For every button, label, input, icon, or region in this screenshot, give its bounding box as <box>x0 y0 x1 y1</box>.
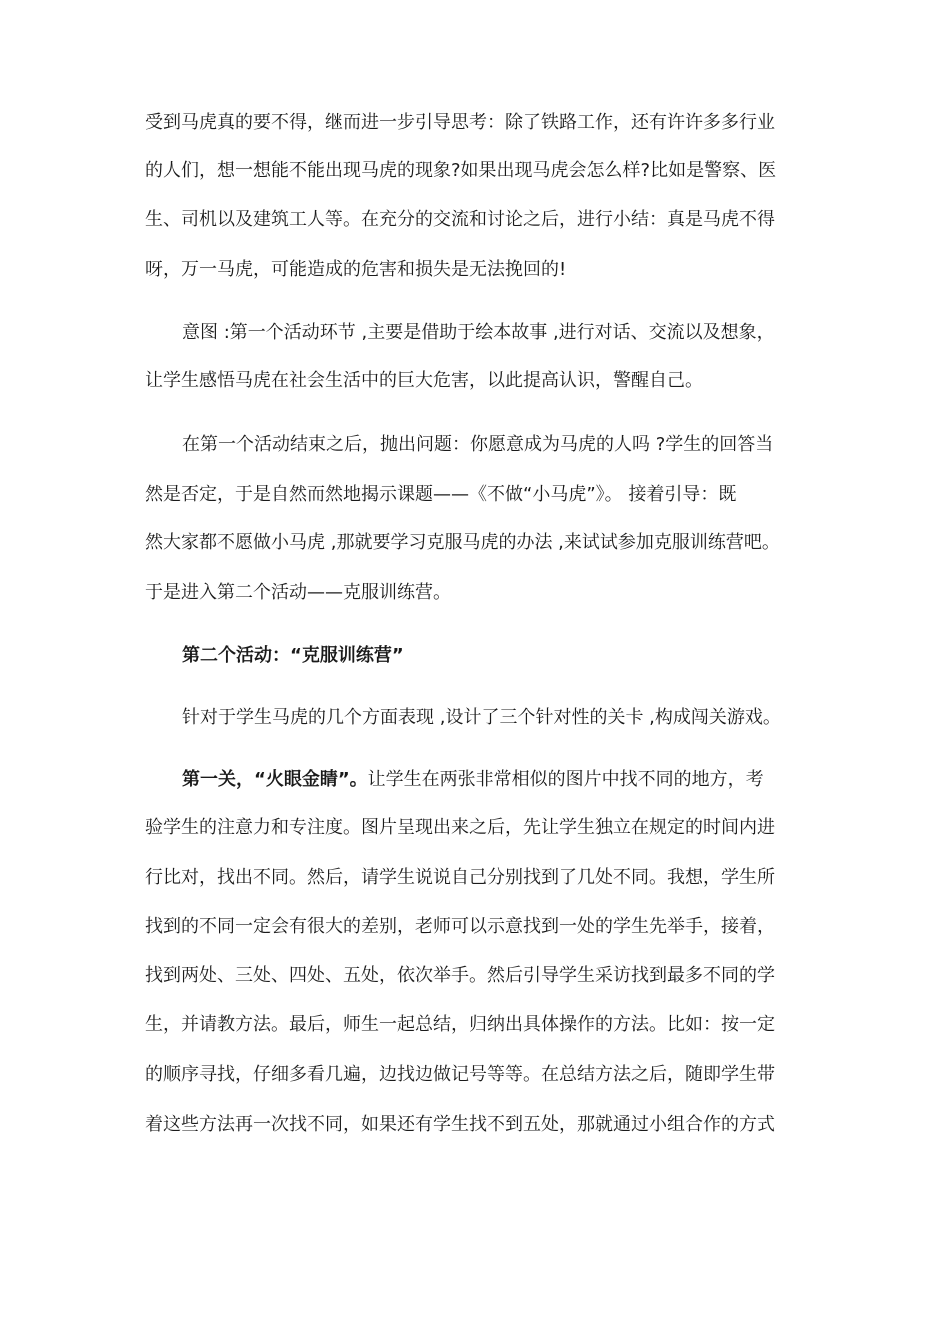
text-line: 找到的不同一定会有很大的差别，老师可以示意找到一处的学生先举手，接着， <box>145 916 775 937</box>
text-line: 找到两处、三处、四处、五处，依次举手。然后引导学生采访找到最多不同的学 <box>145 965 775 986</box>
section-heading: 第二个活动：“克服训练营” <box>182 645 404 666</box>
text-line: 在第一个活动结束之后，抛出问题：你愿意成为马虎的人吗 ?学生的回答当 <box>182 434 774 455</box>
text-line: 生、司机以及建筑工人等。在充分的交流和讨论之后，进行小结：真是马虎不得 <box>145 209 775 230</box>
text-line: 然是否定，于是自然而然地揭示课题——《不做“小马虎”》。 接着引导：既 <box>145 484 737 505</box>
text-line: 受到马虎真的要不得，继而进一步引导思考：除了铁路工作，还有许许多多行业 <box>145 112 775 133</box>
text-span: 让学生在两张非常相似的图片中找不同的地方，考 <box>367 769 764 790</box>
level-one-title: 第一关，“火眼金睛”。 <box>182 769 368 790</box>
text-line: 的顺序寻找，仔细多看几遍，边找边做记号等等。在总结方法之后，随即学生带 <box>145 1064 775 1085</box>
text-line: 让学生感悟马虎在社会生活中的巨大危害，以此提高认识，警醒自己。 <box>145 370 703 391</box>
text-line <box>182 767 825 793</box>
text-line: 于是进入第二个活动——克服训练营。 <box>145 582 451 603</box>
text-line: 行比对，找出不同。然后，请学生说说自己分别找到了几处不同。我想，学生所 <box>145 867 775 888</box>
text-line: 生，并请教方法。最后，师生一起总结，归纳出具体操作的方法。比如：按一定 <box>145 1014 775 1035</box>
text-line: 意图 :第一个活动环节 ,主要是借助于绘本故事 ,进行对话、交流以及想象， <box>182 322 775 343</box>
text-line: 着这些方法再一次找不同，如果还有学生找不到五处，那就通过小组合作的方式 <box>145 1114 775 1135</box>
text-line: 针对于学生马虎的几个方面表现 ,设计了三个针对性的关卡 ,构成闯关游戏。 <box>182 707 781 728</box>
text-line: 的人们，想一想能不能出现马虎的现象?如果出现马虎会怎么样?比如是警察、医 <box>145 160 777 181</box>
text-line: 验学生的注意力和专注度。图片呈现出来之后，先让学生独立在规定的时间内进 <box>145 817 775 838</box>
text-line: 然大家都不愿做小马虎 ,那就要学习克服马虎的办法 ,来试试参加克服训练营吧。 <box>145 532 780 553</box>
text-line: 呀，万一马虎，可能造成的危害和损失是无法挽回的! <box>145 259 567 280</box>
